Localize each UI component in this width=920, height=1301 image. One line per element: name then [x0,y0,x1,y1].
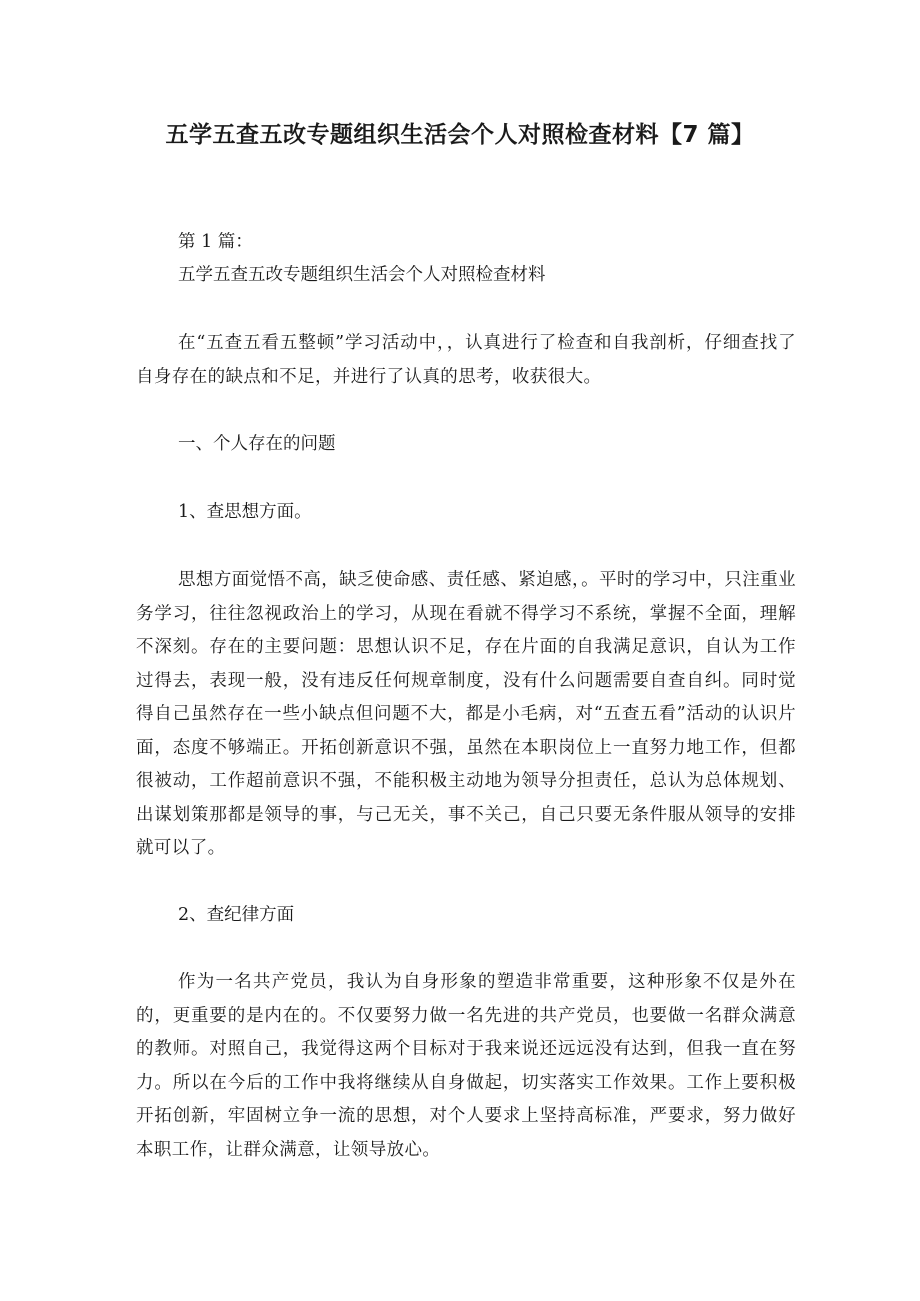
subsection-heading-discipline: 2、查纪律方面 [178,905,295,925]
intro-paragraph: 在“五查五看五整顿”学习活动中，，认真进行了检查和自我剖析，仔细查找了自身存在的缺点和不足，并进行了认真的思考，收获很大。 [136,333,796,387]
section-heading-problems: 一、个人存在的问题 [178,434,336,454]
document-title: 五学五查五改专题组织生活会个人对照检查材料【7 篇】 [165,122,755,148]
part-label: 第 1 篇： [178,232,253,252]
part-title: 五学五查五改专题组织生活会个人对照检查材料 [178,265,546,285]
subsection-heading-thought: 1、查思想方面。 [178,502,312,522]
discipline-paragraph: 作为一名共产党员，我认为自身形象的塑造非常重要，这种形象不仅是外在的，更重要的是内在的。不仅要努力做一名先进的共产党员，也要做一名群众满意的教师。对照自己，我觉得这两个目标对于我来说还远远没有达到，但我一直在努力。所以在今后的工作中我将继续从自身做起，切实落实工作效果。工作上要积极开拓创新，牢固树立争一流的思想，对个人要求上坚持高标准，严要求，努力做好本职工作，让群众满意，让领导放心。 [136,972,796,1160]
thought-paragraph: 思想方面觉悟不高，缺乏使命感、责任感、紧迫感，。平时的学习中，只注重业务学习，往往忽视政治上的学习，从现在看就不得学习不系统，掌握不全面，理解不深刻。存在的主要问题：思想认识不足，存在片面的自我满足意识，自认为工作过得去，表现一般，没有违反任何规章制度，没有什么问题需要自查自纠。同时觉得自己虽然存在一些小缺点但问题不大，都是小毛病，对“五查五看”活动的认识片面，态度不够端正。开拓创新意识不强，虽然在本职岗位上一直努力地工作，但都很被动，工作超前意识不强，不能积极主动地为领导分担责任，总认为总体规划、出谋划策那都是领导的事，与己无关，事不关己，自己只要无条件服从领导的安排就可以了。 [136,570,796,858]
